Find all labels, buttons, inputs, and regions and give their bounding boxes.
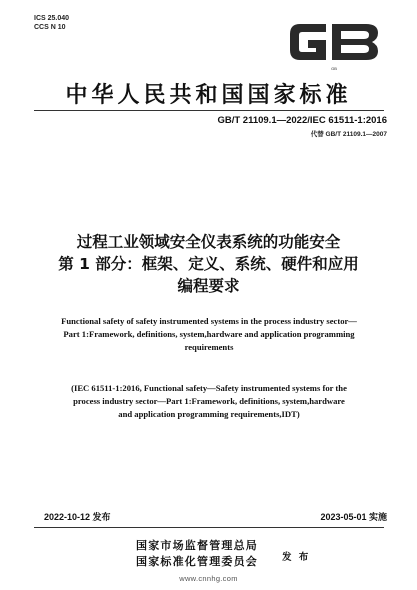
title-cn-line-1: 过程工业领域安全仪表系统的功能安全 bbox=[76, 233, 341, 251]
issuer-line-1: 国家市场监督管理总局 bbox=[136, 539, 258, 552]
title-en-line-3: requirements bbox=[184, 342, 234, 352]
publish-label: 发 布 bbox=[282, 552, 311, 563]
classification-codes bbox=[34, 14, 69, 32]
watermark-text: www.cnnhg.com bbox=[179, 574, 238, 583]
gb-logo-text: GB bbox=[331, 66, 337, 71]
issue-date: 2022-10-12 发布 bbox=[44, 512, 111, 522]
title-cn-line-2: 第 1 部分：框架、定义、系统、硬件和应用 bbox=[58, 255, 359, 273]
iec-equivalent-line-3: and application programming requirements,IDT) bbox=[118, 409, 300, 419]
document-header-title: 中华人民共和国国家标准 bbox=[65, 83, 352, 108]
header-divider bbox=[34, 110, 384, 111]
ics-code: ICS 25.040 bbox=[34, 15, 70, 22]
title-cn-line-3: 编程要求 bbox=[177, 277, 240, 295]
gb-logo-icon bbox=[286, 12, 382, 72]
footer-divider bbox=[34, 527, 384, 528]
title-en-line-1: Functional safety of safety instrumented systems in the process industry sector— bbox=[61, 316, 357, 326]
title-en-line-2: Part 1:Framework, definitions, system,hardware and application programming bbox=[63, 329, 355, 339]
iec-equivalent-line-1: (IEC 61511-1:2016, Functional safety—Safety instrumented systems for the bbox=[71, 383, 347, 393]
ccs-code: CCS N 10 bbox=[34, 24, 66, 31]
effective-date: 2023-05-01 实施 bbox=[320, 512, 387, 522]
issuer-line-2: 国家标准化管理委员会 bbox=[136, 555, 258, 568]
iec-equivalent-line-2: process industry sector—Part 1:Framework, definitions, system,hardware bbox=[73, 396, 345, 406]
replaces-standard: 代替 GB/T 21109.1—2007 bbox=[310, 131, 387, 138]
standard-number: GB/T 21109.1—2022/IEC 61511-1:2016 bbox=[217, 115, 387, 126]
